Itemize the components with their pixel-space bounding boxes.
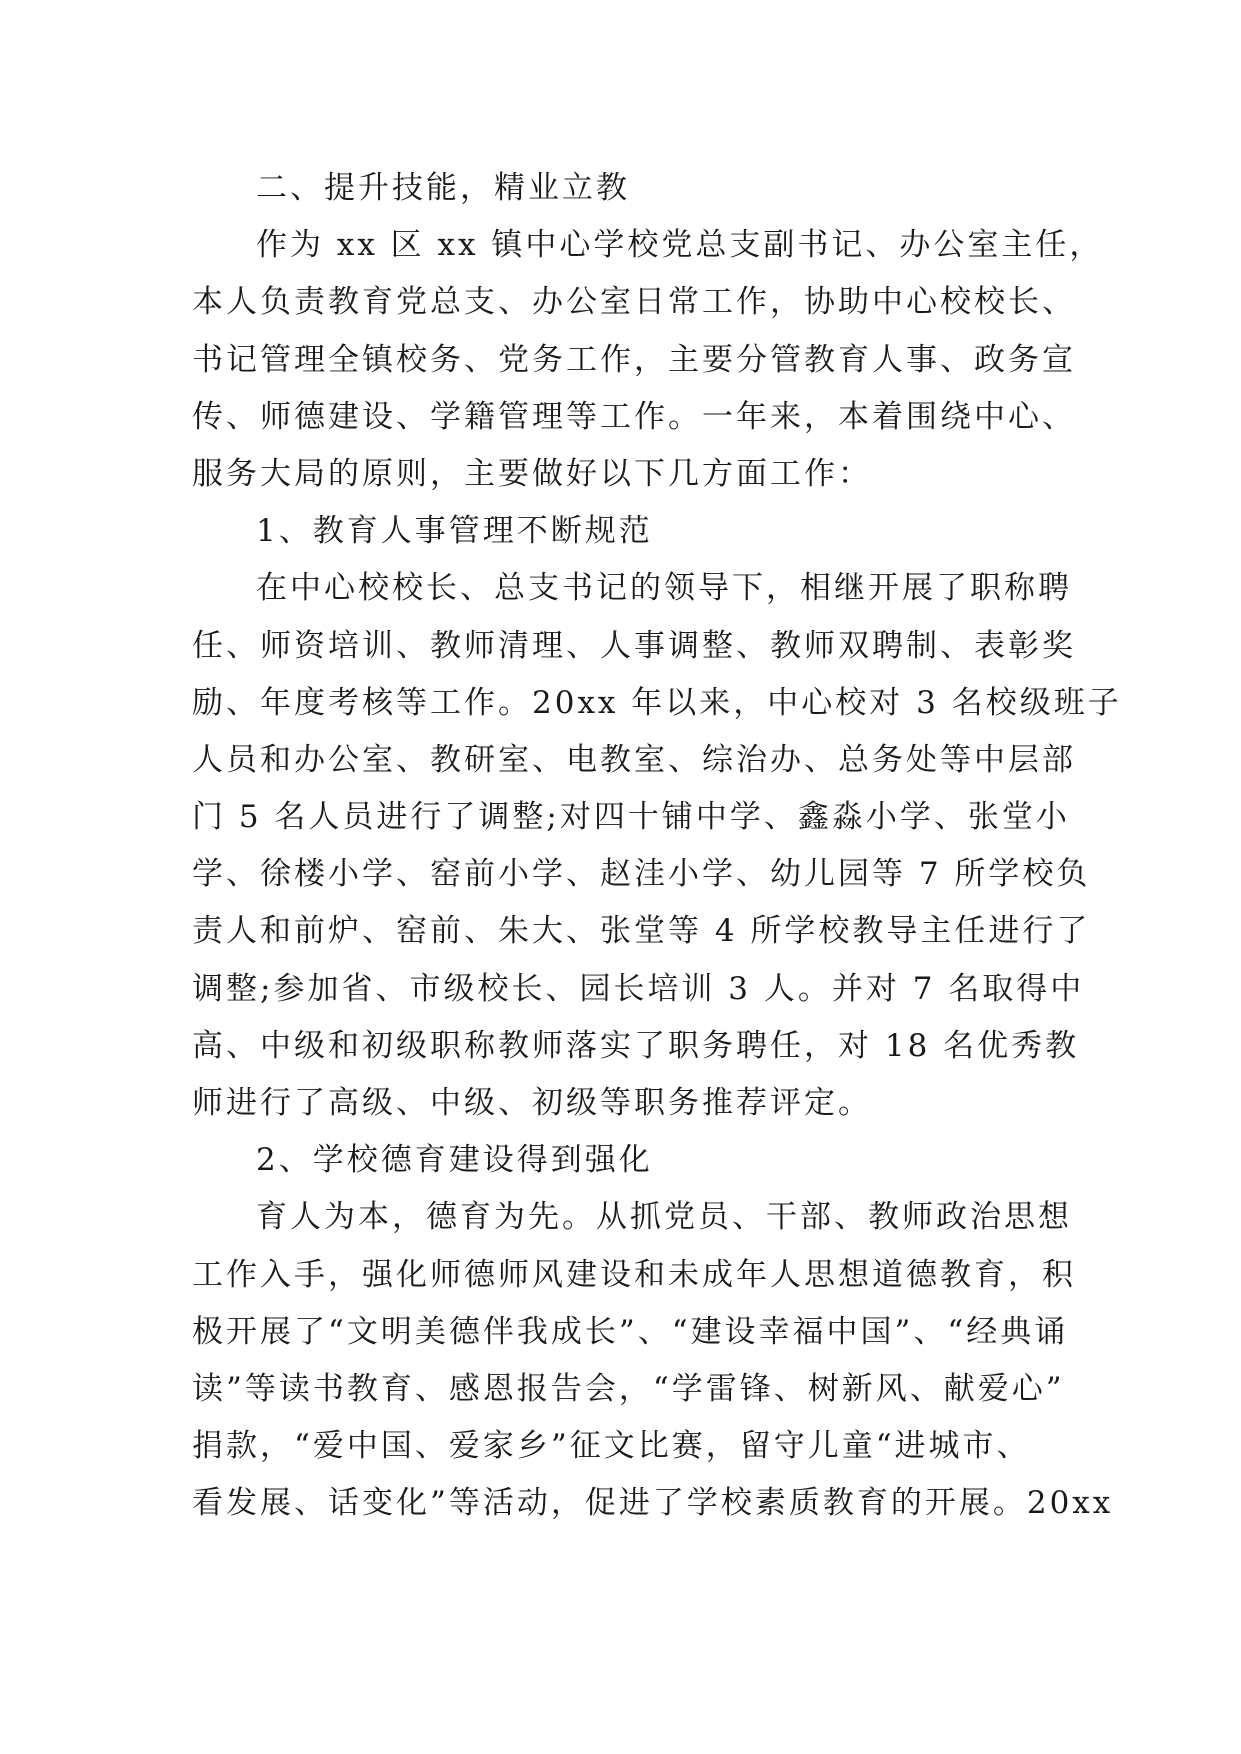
paragraph-line: 门 5 名人员进行了调整;对四十铺中学、鑫淼小学、张堂小 <box>192 799 1070 836</box>
paragraph-line: 育人为本，德育为先。从抓党员、干部、教师政治思想 <box>256 1199 1072 1236</box>
paragraph-line: 看发展、话变化”等活动，促进了学校素质教育的开展。20xx <box>192 1485 1114 1522</box>
paragraph-line: 本人负责教育党总支、办公室日常工作，协助中心校校长、 <box>192 284 1076 321</box>
paragraph-line: 在中心校校长、总支书记的领导下，相继开展了职称聘 <box>256 570 1072 607</box>
document-body <box>192 160 1122 1533</box>
paragraph-line: 读”等读书教育、感恩报告会，“学雷锋、树新风、献爱心” <box>192 1370 1065 1407</box>
paragraph-line: 励、年度考核等工作。20xx 年以来，中心校对 3 名校级班子 <box>192 684 1122 721</box>
paragraph-line: 学、徐楼小学、窑前小学、赵洼小学、幼儿园等 7 所学校负 <box>192 856 1091 893</box>
paragraph-line: 师进行了高级、中级、初级等职务推荐评定。 <box>192 1085 872 1121</box>
paragraph-line: 责人和前炉、窑前、朱大、张堂等 4 所学校教导主任进行了 <box>192 913 1091 950</box>
section-heading: 二、提升技能，精业立教 <box>256 170 630 206</box>
subsection-heading: 2、学校德育建设得到强化 <box>256 1142 653 1179</box>
paragraph-line: 调整;参加省、市级校长、园长培训 3 人。并对 7 名取得中 <box>192 970 1085 1007</box>
paragraph-line: 极开展了“文明美德伴我成长”、“建设幸福中国”、“经典诵 <box>192 1313 1069 1350</box>
paragraph-line: 工作入手，强化师德师风建设和未成年人思想道德教育，积 <box>192 1256 1076 1293</box>
paragraph-line: 捐款，“爱中国、爱家乡”征文比赛，留守儿童“进城市、 <box>192 1428 1031 1465</box>
paragraph-line: 书记管理全镇校务、党务工作，主要分管教育人事、政务宣 <box>192 341 1076 378</box>
paragraph-line: 任、师资培训、教师清理、人事调整、教师双聘制、表彰奖 <box>192 627 1076 664</box>
paragraph-line: 高、中级和初级职称教师落实了职务聘任，对 18 名优秀教 <box>192 1027 1080 1064</box>
subsection-heading: 1、教育人事管理不断规范 <box>256 513 653 550</box>
paragraph-line: 传、师德建设、学籍管理等工作。一年来，本着围绕中心、 <box>192 398 1076 435</box>
paragraph-line: 作为 xx 区 xx 镇中心学校党总支副书记、办公室主任， <box>256 227 1104 264</box>
paragraph-line: 人员和办公室、教研室、电教室、综治办、总务处等中层部 <box>192 741 1076 778</box>
paragraph-line: 服务大局的原则，主要做好以下几方面工作： <box>192 455 872 492</box>
